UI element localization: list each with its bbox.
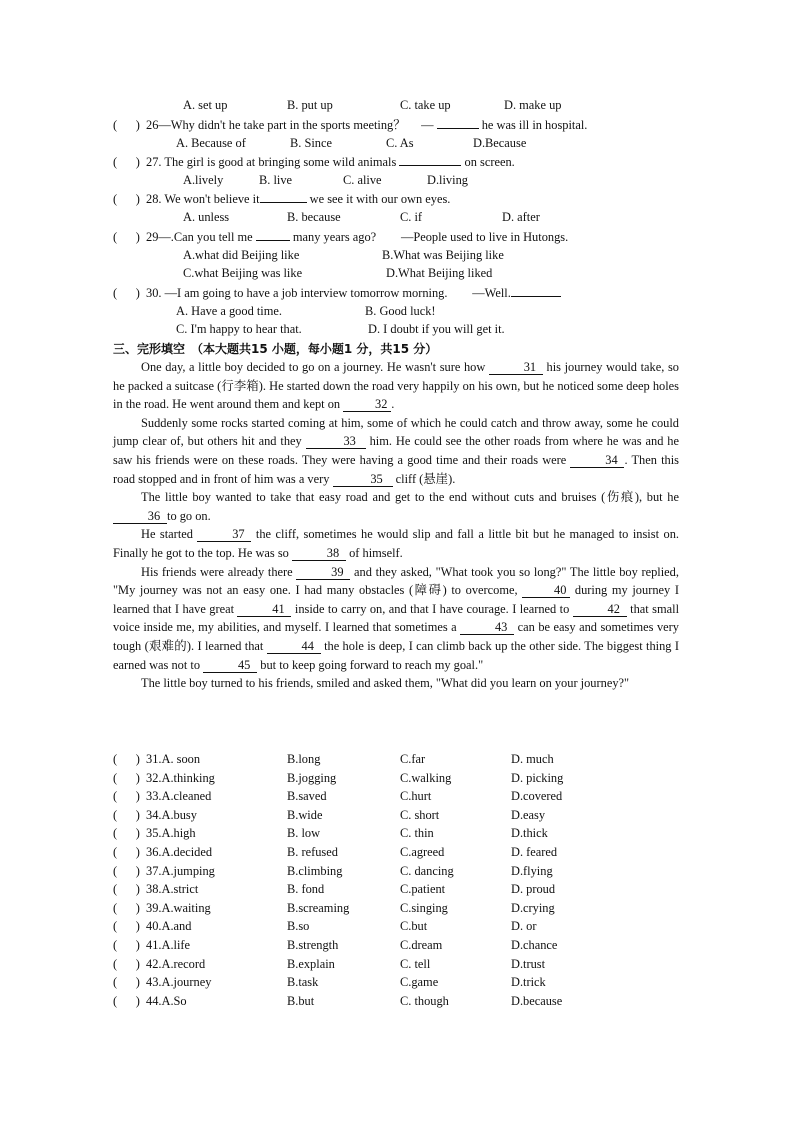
cloze-34-option-d: D.easy	[511, 807, 546, 822]
q26-option-d: D.Because	[473, 136, 527, 150]
q29-option-c: C.what Beijing was like	[183, 266, 303, 280]
cloze-36-option-d: D. feared	[511, 845, 558, 859]
passage-paragraph-1: One day, a little boy decided to go on a journey. He wasn't sure how 31 his journey would take, so he packed a suitcase (行李箱). He started down the road very happily on his own, but he noticed some deep holes in the road. He went around them and kept on 32 .	[113, 360, 679, 412]
cloze-item-number: 40	[146, 919, 159, 934]
cloze-37-option-b: B.climbing	[287, 863, 343, 878]
cloze-43-option-a: 43.A.journey	[146, 975, 212, 990]
cloze-32-option-a: 32.A.thinking	[146, 770, 215, 785]
q30-option-d: D. I doubt if you will get it.	[368, 322, 505, 336]
cloze-40-option-a: 40.A.and	[146, 919, 192, 934]
cloze-37-option-a: 37.A.jumping	[146, 863, 215, 878]
q28-option-b: B. because	[287, 210, 341, 224]
cloze-37-option-d: D.flying	[511, 863, 553, 878]
cloze-41-option-d: D.chance	[511, 938, 558, 952]
q29-blank	[256, 240, 290, 241]
cloze-43-option-c: C.game	[400, 975, 439, 990]
cloze-40-answer-paren[interactable]: ( )	[113, 919, 140, 934]
cloze-42-option-a: 42.A.record	[146, 956, 206, 971]
q27-blank	[399, 165, 461, 166]
blank-41[interactable]: 41	[237, 603, 291, 617]
cloze-35-option-b: B. low	[287, 826, 321, 841]
blank-36[interactable]: 36	[113, 510, 167, 524]
cloze-40-option-b: B.so	[287, 919, 310, 934]
cloze-34-option-c: C. short	[400, 807, 440, 822]
cloze-item-number: 44	[146, 993, 159, 1008]
cloze-item-number: 37	[146, 863, 159, 878]
q29-option-a: A.what did Beijing like	[183, 248, 300, 262]
cloze-38-answer-paren[interactable]: ( )	[113, 882, 140, 897]
passage-paragraph-6: The little boy turned to his friends, smiled and asked them, "What did you learn on your journey?"	[141, 676, 630, 691]
q26-option-c: C. As	[386, 136, 414, 150]
blank-39[interactable]: 39	[296, 566, 350, 580]
cloze-44-option-c: C. though	[400, 993, 449, 1008]
cloze-38-option-c: C.patient	[400, 882, 446, 897]
cloze-33-option-b: B.saved	[287, 789, 327, 804]
cloze-34-option-b: B.wide	[287, 807, 323, 822]
cloze-35-option-a: 35.A.high	[146, 826, 196, 841]
blank-35[interactable]: 35	[333, 473, 393, 487]
cloze-38-option-a: 38.A.strict	[146, 882, 199, 897]
cloze-31-option-b: B.long	[287, 752, 321, 766]
cloze-42-option-b: B.explain	[287, 956, 335, 971]
cloze-40-option-d: D. or	[511, 919, 537, 934]
q28-stem: 28. We won't believe it we see it with our own eyes.	[146, 192, 451, 206]
q25-option-b: B. put up	[287, 98, 333, 112]
q30-blank	[511, 296, 561, 297]
q29-stem: 29—.Can you tell me many years ago? —People used to live in Hutongs.	[146, 230, 569, 244]
cloze-38-option-d: D. proud	[511, 882, 556, 897]
cloze-37-answer-paren[interactable]: ( )	[113, 863, 140, 878]
cloze-32-option-c: C.walking	[400, 770, 452, 785]
q27-stem: 27. The girl is good at bringing some wild animals on screen.	[146, 155, 515, 169]
cloze-40-option-c: C.but	[400, 919, 428, 934]
cloze-item-number: 36	[146, 845, 159, 859]
cloze-31-option-a: 31.A. soon	[146, 752, 201, 766]
passage-paragraph-5: His friends were already there 39 and they asked, "What took you so long?" The little boy replied, "My journey was not an easy one. I had many obstacles (障碍) to overcome, 40 during my journey I learned that I have great 41 inside to carry on, and that I have courage. I learned to 42 that small voice inside me, my abilities, and myself. I learned that sometimes a 43 can be easy and sometimes very tough (艰难的). I learned that 44 the hole is deep, I can climb back up the other side. The biggest thing I earned was not to 45 but to keep going forward to reach my goal."	[113, 564, 680, 672]
cloze-35-answer-paren[interactable]: ( )	[113, 826, 140, 841]
passage-paragraph-4: He started 37 the cliff, sometimes he would slip and fall a little bit but he managed to insist on. Finally he got to the top. He was so 38 of himself.	[113, 527, 679, 560]
cloze-36-answer-paren[interactable]: ( )	[113, 845, 140, 859]
q27-option-d: D.living	[427, 173, 468, 187]
cloze-32-answer-paren[interactable]: ( )	[113, 770, 140, 785]
cloze-item-number: 31	[146, 752, 159, 766]
cloze-39-answer-paren[interactable]: ( )	[113, 900, 140, 915]
cloze-37-option-c: C. dancing	[400, 863, 454, 878]
q30-option-c: C. I'm happy to hear that.	[176, 322, 302, 336]
cloze-32-option-d: D. picking	[511, 770, 564, 785]
cloze-42-answer-paren[interactable]: ( )	[113, 956, 140, 971]
section-title-cloze: 三、完形填空 （本大题共15 小题，每小题1 分，共15 分）	[113, 342, 438, 356]
cloze-44-option-a: 44.A.So	[146, 993, 187, 1008]
cloze-item-number: 32	[146, 770, 159, 785]
cloze-31-answer-paren[interactable]: ( )	[113, 752, 140, 766]
cloze-41-option-b: B.strength	[287, 938, 339, 952]
cloze-item-number: 34	[146, 807, 159, 822]
cloze-41-answer-paren[interactable]: ( )	[113, 938, 140, 952]
cloze-43-answer-paren[interactable]: ( )	[113, 975, 140, 990]
cloze-35-option-c: C. thin	[400, 826, 434, 841]
q30-stem: 30. —I am going to have a job interview tomorrow morning. —Well.	[146, 286, 561, 301]
cloze-31-option-c: C.far	[400, 752, 426, 766]
cloze-39-option-c: C.singing	[400, 900, 448, 915]
q27-option-a: A.lively	[183, 173, 224, 187]
cloze-39-option-b: B.screaming	[287, 900, 350, 915]
cloze-33-answer-paren[interactable]: ( )	[113, 789, 140, 804]
cloze-33-option-d: D.covered	[511, 789, 563, 804]
cloze-36-option-c: C.agreed	[400, 845, 445, 859]
q26-option-a: A. Because of	[176, 136, 246, 150]
cloze-item-number: 41	[146, 938, 159, 952]
q28-option-c: C. if	[400, 210, 423, 224]
cloze-41-option-c: C.dream	[400, 938, 443, 952]
cloze-42-option-c: C. tell	[400, 956, 431, 971]
cloze-39-option-a: 39.A.waiting	[146, 900, 211, 915]
blank-45[interactable]: 45	[203, 659, 257, 673]
cloze-43-option-d: D.trick	[511, 975, 546, 990]
q27-option-c: C. alive	[343, 173, 382, 187]
cloze-38-option-b: B. fond	[287, 882, 325, 897]
cloze-34-answer-paren[interactable]: ( )	[113, 807, 140, 822]
q26-stem: 26—Why didn't he take part in the sports meeting？ — he was ill in hospital.	[146, 118, 588, 132]
q28-option-d: D. after	[502, 210, 540, 224]
q25-option-c: C. take up	[400, 98, 451, 112]
q25-option-a: A. set up	[183, 98, 228, 112]
cloze-item-number: 43	[146, 975, 159, 990]
cloze-item-number: 35	[146, 826, 159, 841]
cloze-44-answer-paren[interactable]: ( )	[113, 993, 140, 1008]
cloze-item-number: 39	[146, 900, 159, 915]
cloze-32-option-b: B.jogging	[287, 770, 337, 785]
cloze-33-option-a: 33.A.cleaned	[146, 789, 212, 804]
cloze-31-option-d: D. much	[511, 752, 554, 766]
cloze-42-option-d: D.trust	[511, 956, 546, 971]
cloze-passage	[113, 358, 679, 693]
q26-blank	[437, 128, 479, 129]
cloze-36-option-a: 36.A.decided	[146, 845, 213, 859]
blank-34[interactable]: 34	[570, 454, 624, 468]
cloze-44-option-b: B.but	[287, 993, 315, 1008]
cloze-33-option-c: C.hurt	[400, 789, 432, 804]
cloze-39-option-d: D.crying	[511, 900, 555, 915]
q29-option-d: D.What Beijing liked	[386, 266, 493, 280]
q28-option-a: A. unless	[183, 210, 230, 224]
blank-42[interactable]: 42	[573, 603, 627, 617]
blank-43[interactable]: 43	[460, 621, 514, 635]
q28-blank	[260, 202, 307, 203]
cloze-35-option-d: D.thick	[511, 826, 548, 841]
q27-option-b: B. live	[259, 173, 293, 187]
cloze-43-option-b: B.task	[287, 975, 319, 990]
q30-option-b: B. Good luck!	[365, 304, 436, 318]
blank-40[interactable]: 40	[522, 584, 570, 598]
q30-option-a: A. Have a good time.	[176, 304, 282, 318]
blank-33[interactable]: 33	[306, 435, 366, 449]
q25-option-d: D. make up	[504, 98, 562, 112]
q28-answer-paren[interactable]: ( )	[113, 192, 140, 206]
blank-38[interactable]: 38	[292, 547, 346, 561]
blank-31[interactable]: 31	[489, 361, 543, 375]
blank-44[interactable]: 44	[267, 640, 321, 654]
q26-option-b: B. Since	[290, 136, 332, 150]
cloze-item-number: 42	[146, 956, 159, 971]
blank-32[interactable]: 32	[343, 398, 391, 412]
passage-paragraph-2: Suddenly some rocks started coming at him, some of which he could catch and throw away, some he could jump clear of, but others hit and they 33 him. He could see the other roads from where he was and he saw his friends were on these roads. They were having a good time and their roads were 34 . Then this road stopped and in front of him was a very 35 cliff (悬崖).	[113, 415, 680, 486]
q29-option-b: B.What was Beijing like	[382, 248, 504, 262]
cloze-34-option-a: 34.A.busy	[146, 807, 197, 822]
passage-paragraph-3: The little boy wanted to take that easy road and get to the end without cuts and bruises (伤痕), but he 36 to go on.	[113, 488, 679, 525]
cloze-item-number: 33	[146, 789, 159, 804]
cloze-36-option-b: B. refused	[287, 845, 338, 859]
cloze-41-option-a: 41.A.life	[146, 938, 191, 952]
q30-answer-paren[interactable]: ( )	[113, 286, 140, 300]
q29-answer-paren[interactable]: ( )	[113, 230, 140, 244]
cloze-44-option-d: D.because	[511, 993, 563, 1008]
cloze-item-number: 38	[146, 882, 159, 897]
q27-answer-paren[interactable]: ( )	[113, 155, 140, 169]
blank-37[interactable]: 37	[197, 528, 251, 542]
q26-answer-paren[interactable]: ( )	[113, 118, 140, 132]
